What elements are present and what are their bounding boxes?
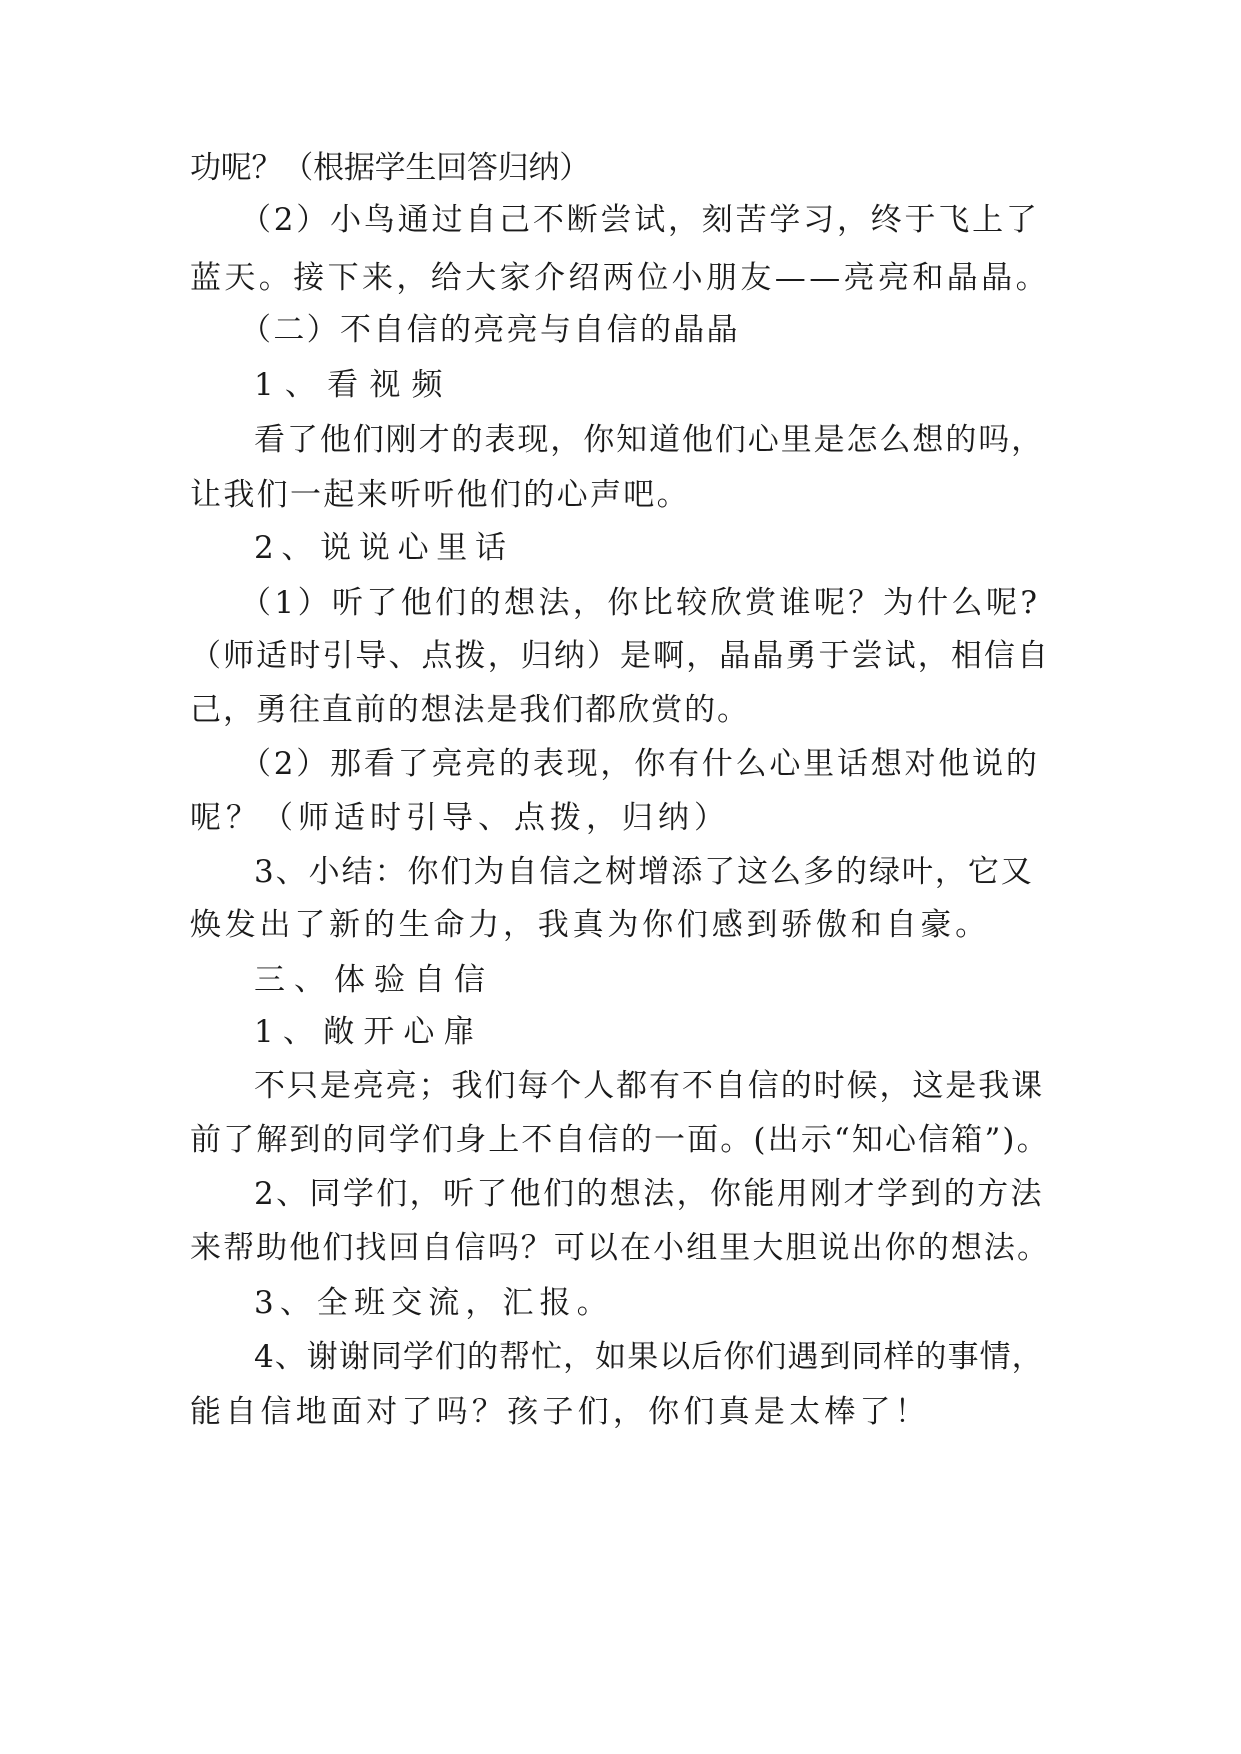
- text-line: 看了他们刚才的表现，你知道他们心里是怎么想的吗，: [254, 422, 1045, 458]
- text-line: 4、谢谢同学们的帮忙，如果以后你们遇到同样的事情，: [254, 1339, 1044, 1375]
- text-line: 3、全班交流，汇报。: [254, 1285, 614, 1321]
- text-line: 前了解到的同学们身上不自信的一面。(出示“知心信箱”)。: [190, 1122, 1050, 1158]
- text-line: （2）小鸟通过自己不断尝试，刻苦学习，终于飞上了: [240, 202, 1040, 238]
- text-line: 不只是亮亮；我们每个人都有不自信的时候，这是我课: [254, 1068, 1045, 1104]
- text-line: 2、同学们，听了他们的想法，你能用刚才学到的方法: [254, 1176, 1044, 1212]
- text-line: （1）听了他们的想法，你比较欣赏谁呢？为什么呢?: [240, 585, 1041, 621]
- text-line: （师适时引导、点拨，归纳）是啊，晶晶勇于尝试，相信自: [190, 638, 1051, 674]
- section-heading: 三、体验自信: [254, 962, 494, 998]
- text-line: 1、看视频: [254, 367, 454, 403]
- text-line: （2）那看了亮亮的表现，你有什么心里话想对他说的: [240, 746, 1040, 782]
- text-line: 焕发出了新的生命力，我真为你们感到骄傲和自豪。: [190, 907, 990, 943]
- text-line: 蓝天。接下来，给大家介绍两位小朋友——亮亮和晶晶。: [190, 260, 1050, 296]
- text-line: 1、敞开心扉: [254, 1014, 484, 1050]
- text-line: 来帮助他们找回自信吗？可以在小组里大胆说出你的想法。: [190, 1230, 1051, 1266]
- text-line: 己，勇往直前的想法是我们都欣赏的。: [190, 692, 750, 728]
- text-line: 功呢？（根据学生回答归纳）: [190, 150, 591, 186]
- text-line: 3、小结：你们为自信之树增添了这么多的绿叶，它又: [254, 854, 1034, 890]
- text-line: 能自信地面对了吗？孩子们，你们真是太棒了！: [190, 1394, 931, 1430]
- text-line: 呢？（师适时引导、点拨，归纳）: [190, 800, 730, 836]
- text-line: 让我们一起来听听他们的心声吧。: [190, 477, 690, 513]
- section-heading: （二）不自信的亮亮与自信的晶晶: [240, 312, 740, 348]
- text-line: 2、说说心里话: [254, 530, 514, 566]
